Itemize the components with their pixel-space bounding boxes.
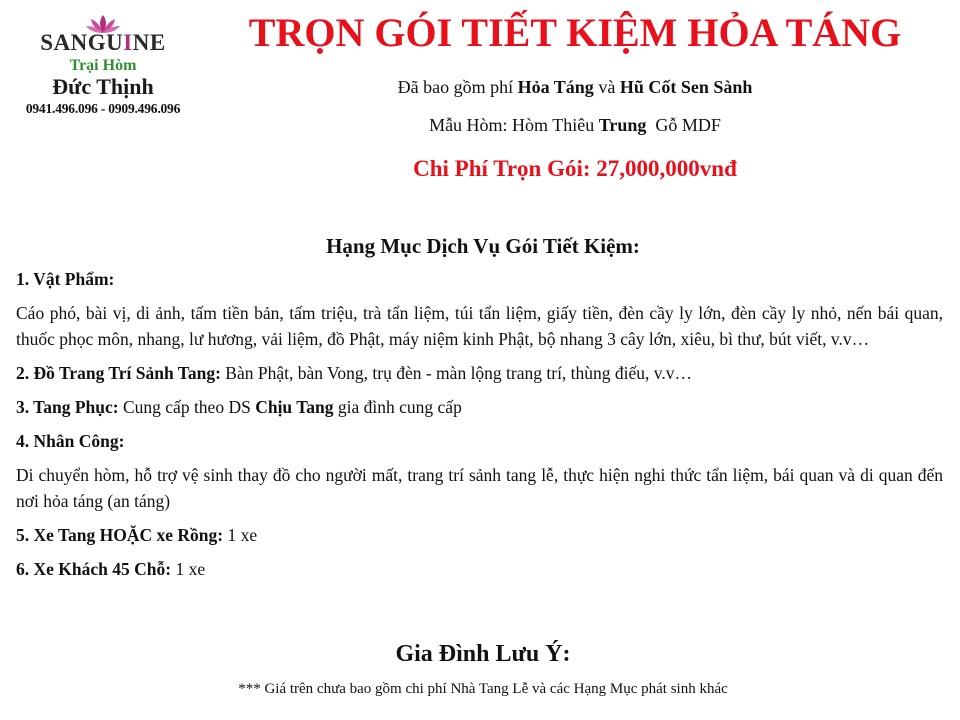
service-item-1-label: 1. Vật Phẩm:: [16, 269, 115, 289]
services-heading: Hạng Mục Dịch Vụ Gói Tiết Kiệm:: [326, 234, 640, 258]
service-item-6: 6. Xe Khách 45 Chỗ: 1 xe: [16, 559, 206, 579]
service-item-3: 3. Tang Phục: Cung cấp theo DS Chịu Tang gia đình cung cấp: [16, 397, 462, 417]
page-title: TRỌN GÓI TIẾT KIỆM HỎA TÁNG: [248, 10, 902, 55]
brand-phone: 0941.496.096 - 0909.496.096: [25, 101, 181, 116]
included-fees-line: Đã bao gồm phí Hỏa Táng và Hũ Cốt Sen Sành: [397, 77, 753, 97]
brand-shop-name: Đức Thịnh: [52, 74, 154, 99]
coffin-model-line: Mẫu Hòm: Hòm Thiêu Trung Gỗ MDF: [429, 115, 721, 135]
service-item-2: 2. Đồ Trang Trí Sảnh Tang: Bàn Phật, bàn Vong, trụ đèn - màn lộng trang trí, thùng điếu, v.v…: [16, 363, 693, 383]
service-item-1-text: Cáo phó, bài vị, di ảnh, tấm tiền bản, tấm triệu, trà tẩn liệm, túi tẩn liệm, giấy tiền, đèn cầy ly lớn, đèn cầy ly nhỏ, nến bái quan, thuốc phọc môn, nhang, lư hương, vải liệm, đồ Phật, máy niệm kinh Phật, bộ nhang 3 cây lớn, xiêu, bì thư, bút viết, v.v…: [16, 303, 943, 349]
brand-name: SANGUINE: [40, 30, 166, 55]
note-text: *** Giá trên chưa bao gồm chi phí Nhà Tang Lễ và các Hạng Mục phát sinh khác: [238, 681, 728, 697]
brand-subtitle: Trại Hòm: [69, 57, 137, 74]
service-item-4-label: 4. Nhân Công:: [16, 431, 125, 451]
logo: [8, 14, 198, 117]
service-item-4-text: Di chuyển hòm, hỗ trợ vệ sinh thay đồ cho người mất, trang trí sảnh tang lễ, thực hiện nghi thức tẩn liệm, bái quan và di quan đến nơi hỏa táng (an táng): [16, 465, 943, 511]
service-item-5: 5. Xe Tang HOẶC xe Rồng: 1 xe: [16, 525, 258, 545]
services-list: [16, 266, 943, 590]
note-heading: Gia Đình Lưu Ý:: [395, 641, 571, 667]
package-price: Chi Phí Trọn Gói: 27,000,000vnđ: [413, 156, 737, 181]
